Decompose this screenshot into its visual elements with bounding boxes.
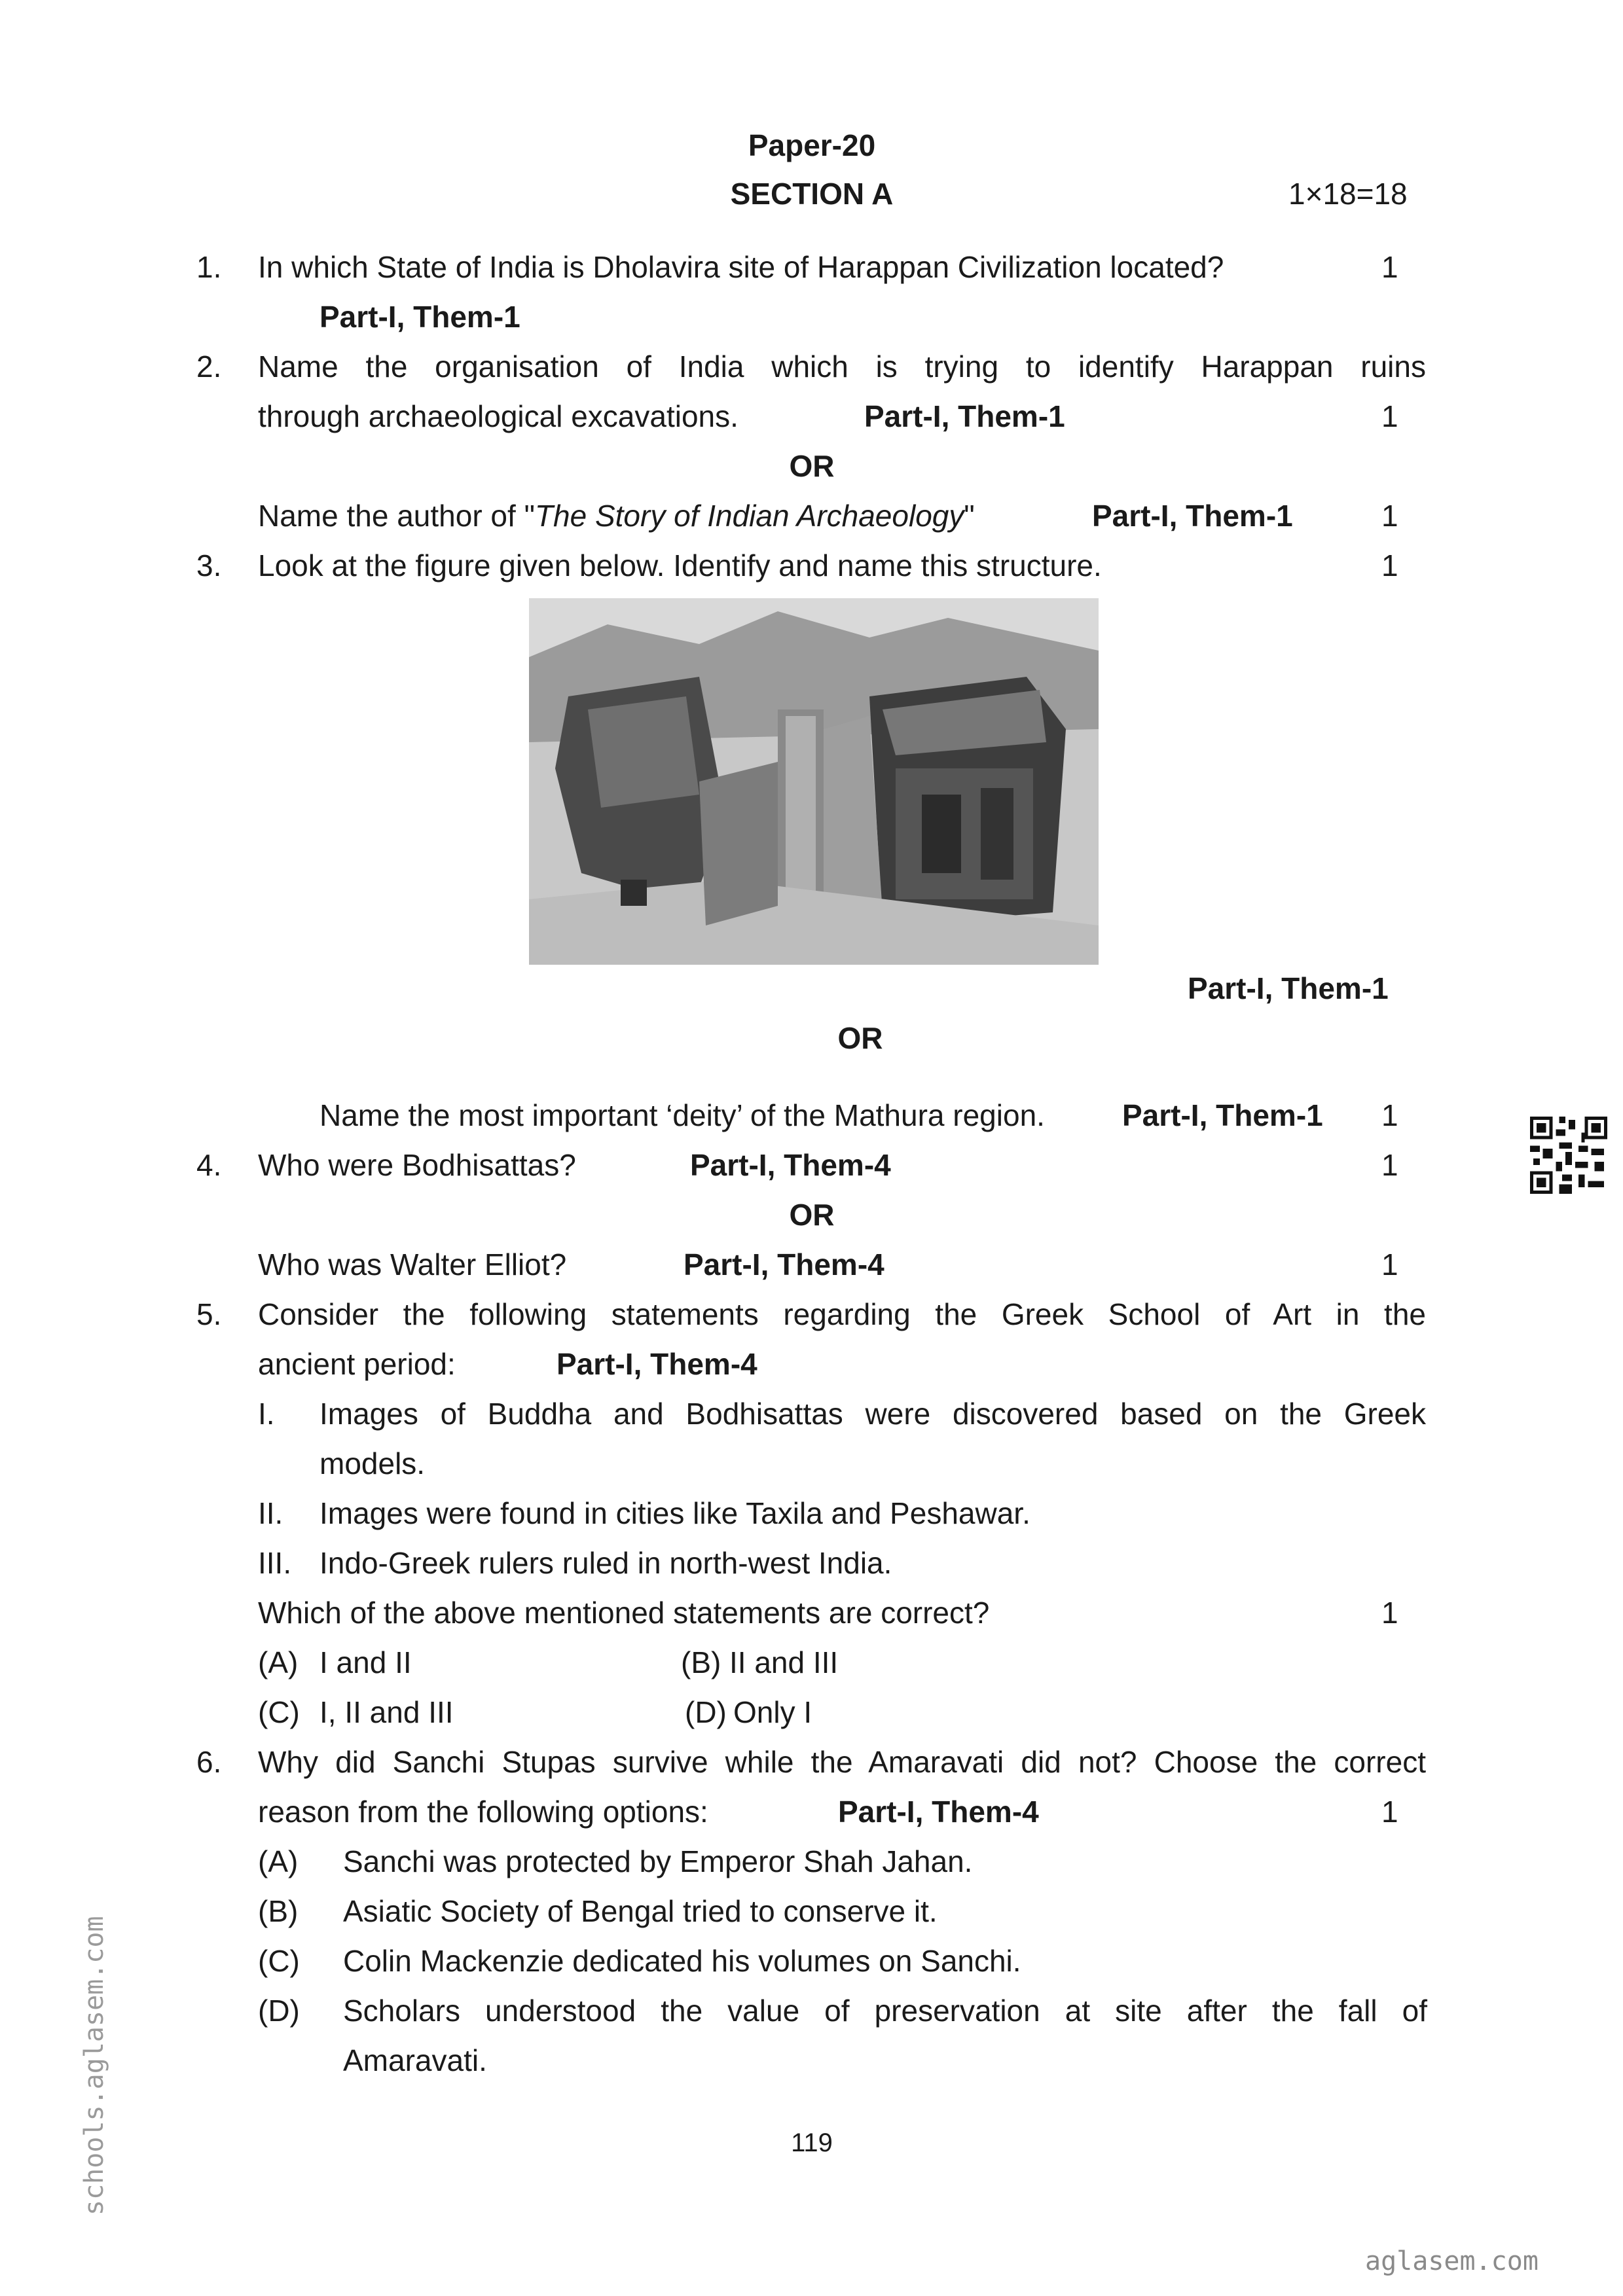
q5-option-label: (B)	[681, 1645, 721, 1679]
q5-option-text: II and III	[729, 1645, 839, 1679]
q6-option-text: Amaravati.	[343, 2043, 487, 2077]
q3-alt-reference: Part-I, Them-1	[1122, 1098, 1323, 1132]
q5-statement-number: III.	[258, 1546, 292, 1580]
q3-alt-text: Name the most important ‘deity’ of the Mathura region.	[319, 1098, 1045, 1132]
q2-reference: Part-I, Them-1	[864, 399, 1065, 433]
q3-reference: Part-I, Them-1	[1188, 971, 1389, 1005]
q5-statement-text: models.	[319, 1446, 426, 1480]
q2-text-line2: through archaeological excavations.	[258, 399, 739, 433]
q2-alt-reference: Part-I, Them-1	[1092, 499, 1293, 533]
section-marks: 1×18=18	[1288, 177, 1408, 211]
q6-option-label: (B)	[258, 1894, 299, 1928]
q6-option-label: (A)	[258, 1844, 299, 1878]
q5-option-label: (A)	[258, 1645, 299, 1679]
q5-text-line1: Consider the following statements regarding the Greek School of Art in the	[258, 1297, 1426, 1331]
q5-statement-number: II.	[258, 1496, 283, 1530]
q5-question: Which of the above mentioned statements are correct?	[258, 1596, 990, 1630]
q2-alt-mark: 1	[1381, 499, 1398, 533]
q2-alt-book-title: The Story of Indian Archaeology	[534, 499, 964, 533]
q6-option-label: (C)	[258, 1944, 300, 1978]
side-watermark: schools.aglasem.com	[79, 1916, 109, 2215]
q5-number: 5.	[196, 1297, 222, 1331]
q6-text-line2: reason from the following options:	[258, 1795, 708, 1829]
q5-statement-text: Indo-Greek rulers ruled in north-west India.	[319, 1546, 892, 1580]
q6-mark: 1	[1381, 1795, 1398, 1829]
qr-code	[1529, 1117, 1608, 1194]
q5-option-text: I, II and III	[319, 1695, 454, 1729]
footer-watermark: aglasem.com	[1365, 2246, 1539, 2276]
or-divider: OR	[789, 449, 835, 483]
q2-number: 2.	[196, 350, 222, 384]
page-number: 119	[791, 2128, 833, 2157]
q6-text-line1: Why did Sanchi Stupas survive while the Amaravati did not? Choose the correct	[258, 1745, 1426, 1779]
q1-mark: 1	[1381, 250, 1398, 284]
q4-alt-reference: Part-I, Them-4	[684, 1247, 884, 1282]
q6-option-text: Sanchi was protected by Emperor Shah Jahan.	[343, 1844, 973, 1878]
q1-reference: Part-I, Them-1	[319, 300, 520, 334]
section-heading: SECTION A	[730, 177, 894, 211]
q4-text: Who were Bodhisattas?	[258, 1148, 576, 1182]
q4-reference: Part-I, Them-4	[690, 1148, 891, 1182]
q5-option-label: (C)	[258, 1695, 300, 1729]
q5-option-text: I and II	[319, 1645, 412, 1679]
q4-alt-text: Who was Walter Elliot?	[258, 1247, 567, 1282]
q6-number: 6.	[196, 1745, 222, 1779]
q5-option-text: Only I	[733, 1695, 812, 1729]
or-divider: OR	[789, 1198, 835, 1232]
q5-text-line2: ancient period:	[258, 1347, 456, 1381]
q5-statement-text: Images of Buddha and Bodhisattas were discovered based on the Greek	[319, 1397, 1426, 1431]
q5-statement-text: Images were found in cities like Taxila and Peshawar.	[319, 1496, 1030, 1530]
q6-option-text: Colin Mackenzie dedicated his volumes on Sanchi.	[343, 1944, 1021, 1978]
paper-title: Paper-20	[748, 128, 876, 162]
q4-mark: 1	[1381, 1148, 1398, 1182]
q6-option-label: (D)	[258, 1994, 300, 2028]
q2-text-line1: Name the organisation of India which is trying to identify Harappan ruins	[258, 350, 1426, 384]
q6-option-text: Asiatic Society of Bengal tried to conserve it.	[343, 1894, 938, 1928]
q4-alt-mark: 1	[1381, 1247, 1398, 1282]
q4-number: 4.	[196, 1148, 222, 1182]
q3-text: Look at the figure given below. Identify and name this structure.	[258, 548, 1102, 583]
q2-alt-text: Name the author of "The Story of Indian Archaeology"	[258, 499, 975, 533]
q6-reference: Part-I, Them-4	[838, 1795, 1039, 1829]
q1-text: In which State of India is Dholavira site of Harappan Civilization located?	[258, 250, 1224, 284]
q3-alt-mark: 1	[1381, 1098, 1398, 1132]
rock-cut-temple-photo	[529, 598, 1099, 965]
q1-number: 1.	[196, 250, 222, 284]
q3-mark: 1	[1381, 548, 1398, 583]
q5-mark: 1	[1381, 1596, 1398, 1630]
q2-mark: 1	[1381, 399, 1398, 433]
or-divider: OR	[837, 1021, 883, 1055]
q5-reference: Part-I, Them-4	[556, 1347, 757, 1381]
q5-option-label: (D)	[685, 1695, 727, 1729]
q5-statement-number: I.	[258, 1397, 275, 1431]
q3-number: 3.	[196, 548, 222, 583]
q6-option-text: Scholars understood the value of preservation at site after the fall of	[343, 1994, 1427, 2028]
